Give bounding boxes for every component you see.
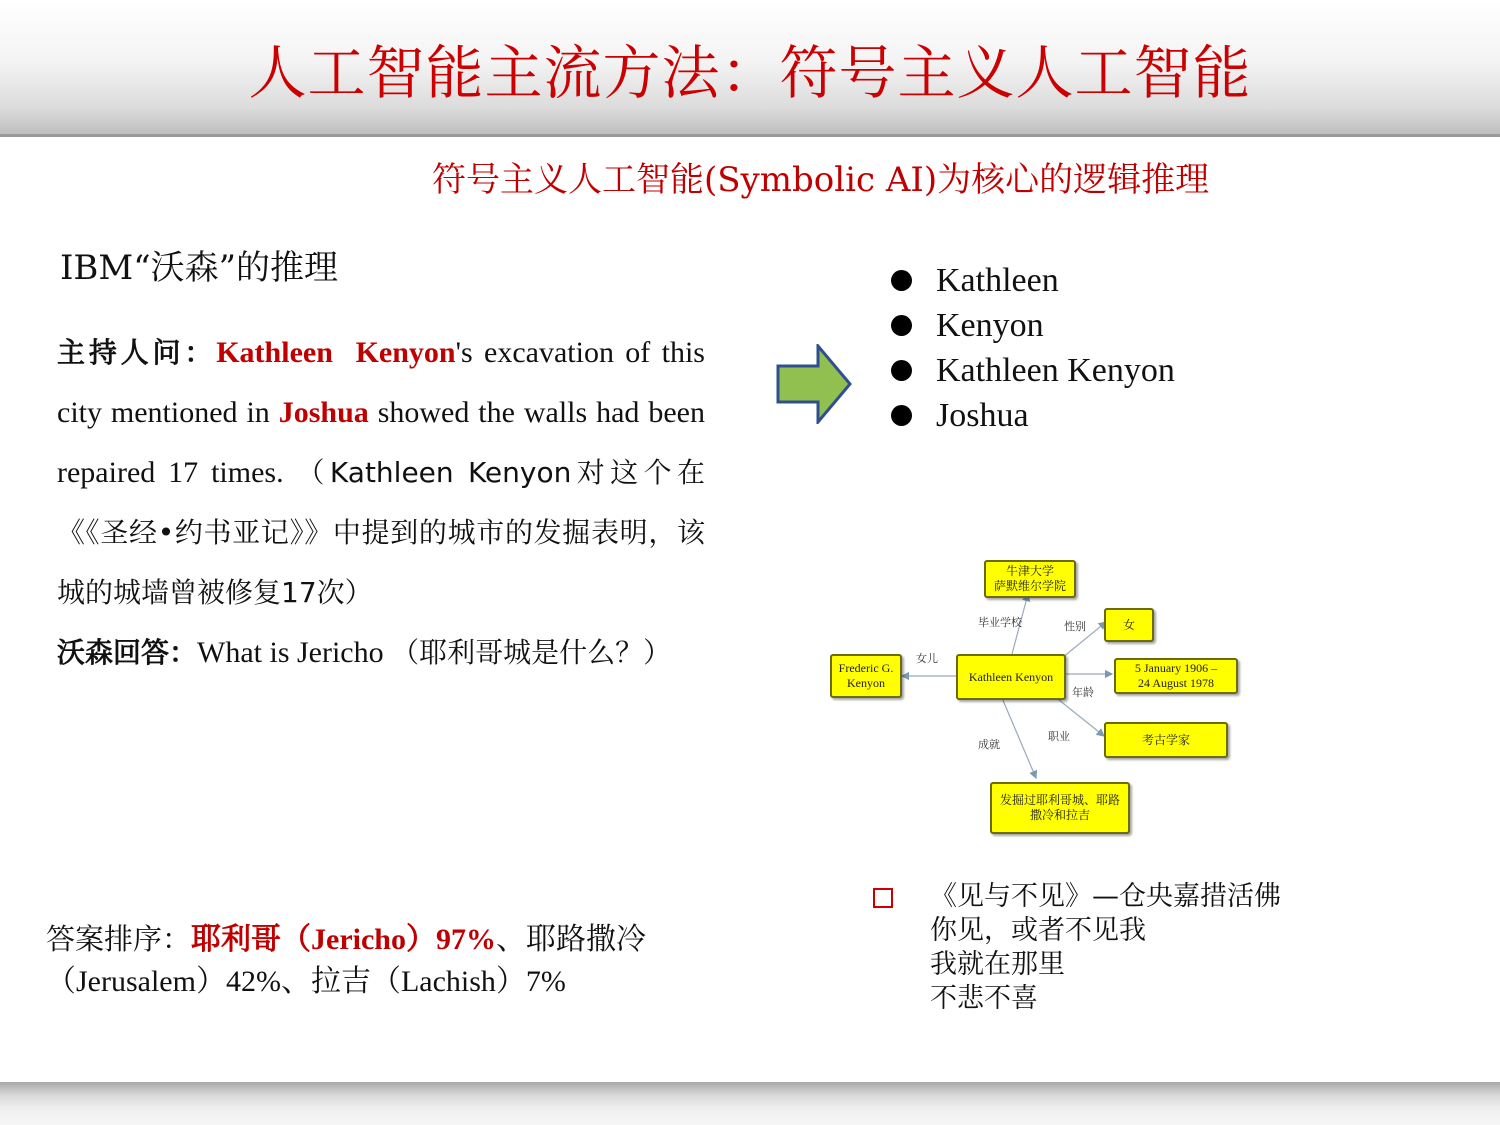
question-text-2: showed the walls had been repaired 17 times. bbox=[57, 396, 705, 489]
edge-achievement bbox=[1002, 698, 1036, 778]
node-center: Kathleen Kenyon bbox=[956, 654, 1066, 700]
edge-label-school: 毕业学校 bbox=[978, 616, 1022, 629]
knowledge-graph bbox=[826, 556, 1246, 841]
answer-ranking bbox=[46, 918, 736, 1003]
answer-translation: （耶利哥城是什么？） bbox=[391, 636, 672, 669]
bullet-icon bbox=[891, 270, 912, 291]
node-dates: 5 January 1906 – 24 August 1978 bbox=[1114, 658, 1238, 694]
edge-label-achievement: 成就 bbox=[978, 738, 1000, 751]
name-joshua: Joshua bbox=[278, 396, 369, 429]
node-excavation: 发掘过耶利哥城、耶路 撒冷和拉吉 bbox=[990, 782, 1130, 834]
node-female: 女 bbox=[1104, 608, 1154, 642]
list-item bbox=[890, 393, 1175, 438]
ranking-top: 耶利哥（Jericho）97% bbox=[191, 923, 496, 956]
edge-label-age: 年龄 bbox=[1072, 686, 1094, 699]
poem-line: 不悲不喜 bbox=[930, 983, 1038, 1014]
list-item bbox=[890, 303, 1175, 348]
question-text-1: 's excavation of this city mentioned in bbox=[57, 336, 705, 429]
header-divider bbox=[0, 134, 1500, 137]
bullet-icon bbox=[891, 405, 912, 426]
list-item-label: Kathleen Kenyon bbox=[936, 352, 1175, 389]
edge-label-gender: 性别 bbox=[1064, 620, 1086, 633]
list-item-label: Kenyon bbox=[936, 307, 1044, 344]
ibm-heading: IBM“沃森”的推理 bbox=[60, 248, 338, 288]
qa-block bbox=[57, 323, 705, 683]
list-item bbox=[890, 348, 1175, 393]
poem-block bbox=[872, 880, 1281, 1016]
node-archaeologist: 考古学家 bbox=[1104, 722, 1228, 758]
square-bullet-icon bbox=[873, 888, 893, 908]
ranking-rest: 、耶路撒冷（Jerusalem）42%、拉吉（Lachish）7% bbox=[46, 923, 646, 998]
edge-label-daughter: 女儿 bbox=[916, 652, 938, 665]
poem-line: 我就在那里 bbox=[930, 949, 1065, 980]
footer-band bbox=[0, 1082, 1500, 1125]
slide-subtitle: 符号主义人工智能(Symbolic AI)为核心的逻辑推理 bbox=[432, 160, 1210, 200]
poem-line: 你见，或者不见我 bbox=[930, 915, 1146, 946]
answer-text: What is Jericho bbox=[197, 636, 392, 669]
bullet-icon bbox=[891, 360, 912, 381]
node-father: Frederic G. Kenyon bbox=[830, 654, 902, 698]
right-arrow-icon bbox=[776, 344, 852, 424]
list-item-label: Kathleen bbox=[936, 262, 1059, 299]
question-translation: （Kathleen Kenyon对这个在《《圣经•约书亚记》》中提到的城市的发掘表明，该城的城墙曾被修复17次） bbox=[57, 456, 705, 609]
edge-label-job: 职业 bbox=[1048, 730, 1070, 743]
node-oxford: 牛津大学 萨默维尔学院 bbox=[984, 560, 1076, 598]
watson-label: 沃森回答： bbox=[57, 636, 198, 669]
bullet-icon bbox=[891, 315, 912, 336]
name-kenyon: Kenyon bbox=[355, 336, 456, 369]
ranking-label: 答案排序： bbox=[46, 922, 192, 956]
slide-title: 人工智能主流方法：符号主义人工智能 bbox=[248, 39, 1252, 107]
entity-list bbox=[890, 258, 1175, 438]
list-item bbox=[890, 258, 1175, 303]
list-item-label: Joshua bbox=[936, 397, 1029, 434]
poem-line: 《见与不见》—仓央嘉措活佛 bbox=[930, 881, 1281, 912]
host-label: 主持人问： bbox=[57, 336, 217, 369]
name-kathleen: Kathleen bbox=[216, 336, 333, 369]
